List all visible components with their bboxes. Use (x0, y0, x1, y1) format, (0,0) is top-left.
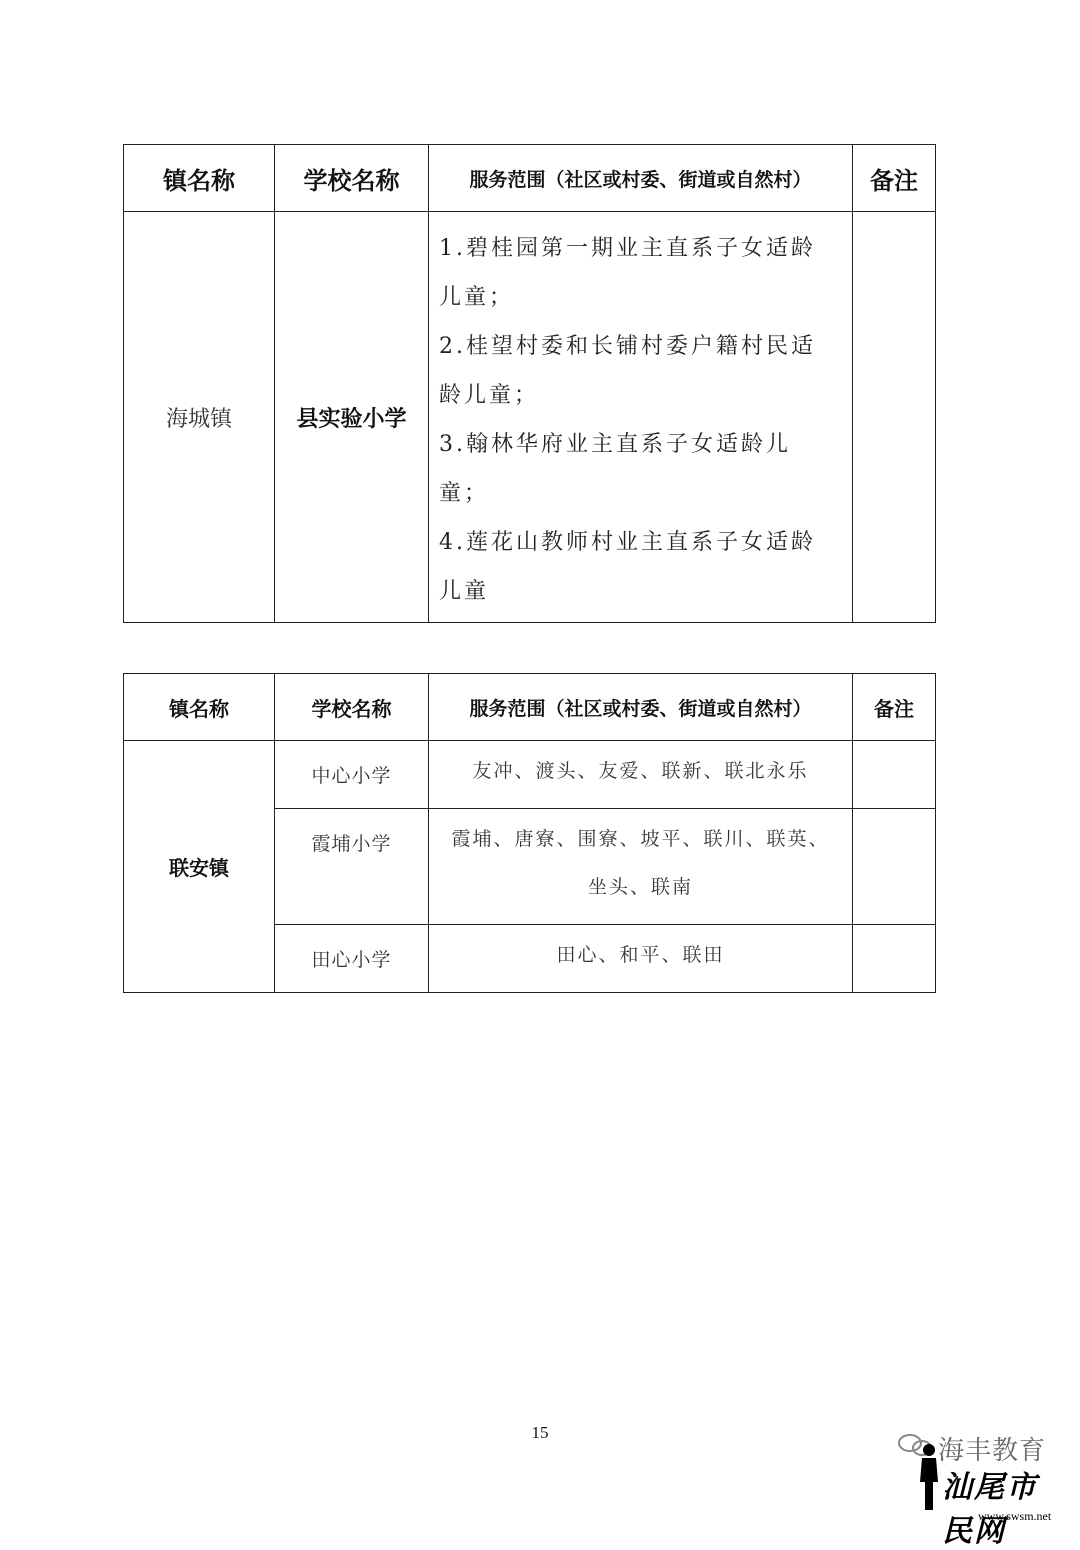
header-town: 镇名称 (124, 145, 275, 212)
scope-line: 1.碧桂园第一期业主直系子女适龄 (439, 236, 816, 261)
school-cell: 县实验小学 (275, 212, 429, 623)
header-remark: 备注 (853, 145, 936, 212)
watermark-url: www.swsm.net (978, 1509, 1052, 1523)
scope-line: 童； (439, 481, 490, 506)
header-school: 学校名称 (275, 674, 429, 741)
scope-line: 3.翰林华府业主直系子女适龄儿 (439, 432, 791, 457)
page-number: 15 (531, 1423, 549, 1442)
scope-line: 儿童； (439, 285, 515, 310)
school-cell: 霞埔小学 (275, 809, 429, 925)
header-remark: 备注 (853, 674, 936, 741)
town-cell: 海城镇 (124, 212, 275, 623)
school-cell: 中心小学 (275, 741, 429, 809)
scope-line: 儿童 (439, 579, 490, 604)
scope-line: 田心、和平、联田 (556, 944, 725, 966)
remark-cell (853, 741, 936, 809)
scope-cell (429, 212, 853, 623)
table-row (124, 741, 936, 809)
scope-line: 坐头、联南 (587, 876, 693, 898)
scope-line: 龄儿童； (439, 383, 540, 408)
watermark-account: 海丰教育 (938, 1436, 1047, 1466)
scope-line: 2.桂望村委和长铺村委户籍村民适 (439, 334, 816, 359)
header-school: 学校名称 (275, 145, 429, 212)
remark-cell (853, 809, 936, 925)
scope-line: 友冲、渡头、友爱、联新、联北永乐 (472, 760, 809, 782)
town-cell: 联安镇 (124, 741, 275, 993)
scope-line: 霞埔、唐寮、围寮、坡平、联川、联英、 (451, 828, 830, 850)
school-district-table-1 (123, 144, 936, 623)
header-scope: 服务范围（社区或村委、街道或自然村） (429, 674, 853, 741)
watermark (896, 1430, 1066, 1549)
scope-cell (429, 741, 853, 809)
header-town: 镇名称 (124, 674, 275, 741)
table-header-row (124, 674, 936, 741)
table-header-row (124, 145, 936, 212)
scope-cell (429, 809, 853, 925)
school-cell: 田心小学 (275, 925, 429, 993)
remark-cell (853, 925, 936, 993)
scope-cell (429, 925, 853, 993)
header-scope: 服务范围（社区或村委、街道或自然村） (429, 145, 853, 212)
watermark-logo-text: 汕尾市民网 (942, 1470, 1038, 1549)
remark-cell (853, 212, 936, 623)
scope-line: 4.莲花山教师村业主直系子女适龄 (439, 530, 816, 555)
table-row (124, 212, 936, 623)
school-district-table-2 (123, 673, 936, 993)
